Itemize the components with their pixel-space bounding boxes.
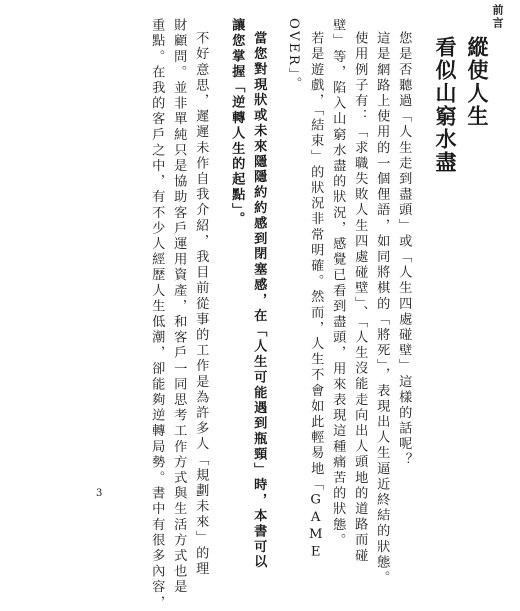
highlight-column: 當您對現狀或未來隱隱約約感到閉塞感，在「人生可能遇到瓶頸」時，本書可以 — [251, 31, 267, 570]
body-column: 重點。在我的客戶之中，有不少人經歷人生低潮，卻能夠逆轉局勢。書中有很多內容， — [149, 18, 165, 611]
body-column: 您是否聽過「人生走到盡頭」或「人生四處碰壁」這樣的話呢？ — [396, 31, 412, 468]
body-column: 壁」等，陷入山窮水盡的狀況，感覺已看到盡頭，用來表現這種痛苦的狀態。 — [330, 18, 346, 549]
body-column: 若是遊戲，「結束」的狀況非常明確。然而，人生不會如此輕易地「GAME — [308, 31, 324, 562]
body-column: 財顧問。並非單純只是協助客戶運用資產，和客戶一同思考工作方式與生活方式也是 — [171, 18, 187, 596]
body-column: 這是網路上使用的一個俚語，如同將棋的「將死」，表現出人生逼近終結的狀態。 — [374, 31, 390, 586]
section-label: 前言 — [491, 4, 504, 30]
chapter-title-line-1: 縱使人生 — [465, 36, 489, 128]
body-column: OVER」。 — [286, 18, 302, 92]
body-column: 不好意思，遲遲未作自我介紹，我目前從事的工作是為許多人「規劃未來」的理 — [193, 31, 209, 577]
body-column: 使用例子有：「求職失敗人生四處碰壁」、「人生沒能走向出人頭地的道路而碰 — [352, 31, 368, 564]
highlight-column: 讓您掌握「逆轉人生的起點」。 — [229, 18, 245, 227]
chapter-title-line-2: 看似山窮水盡 — [433, 36, 457, 174]
page-number: 3 — [96, 488, 103, 499]
